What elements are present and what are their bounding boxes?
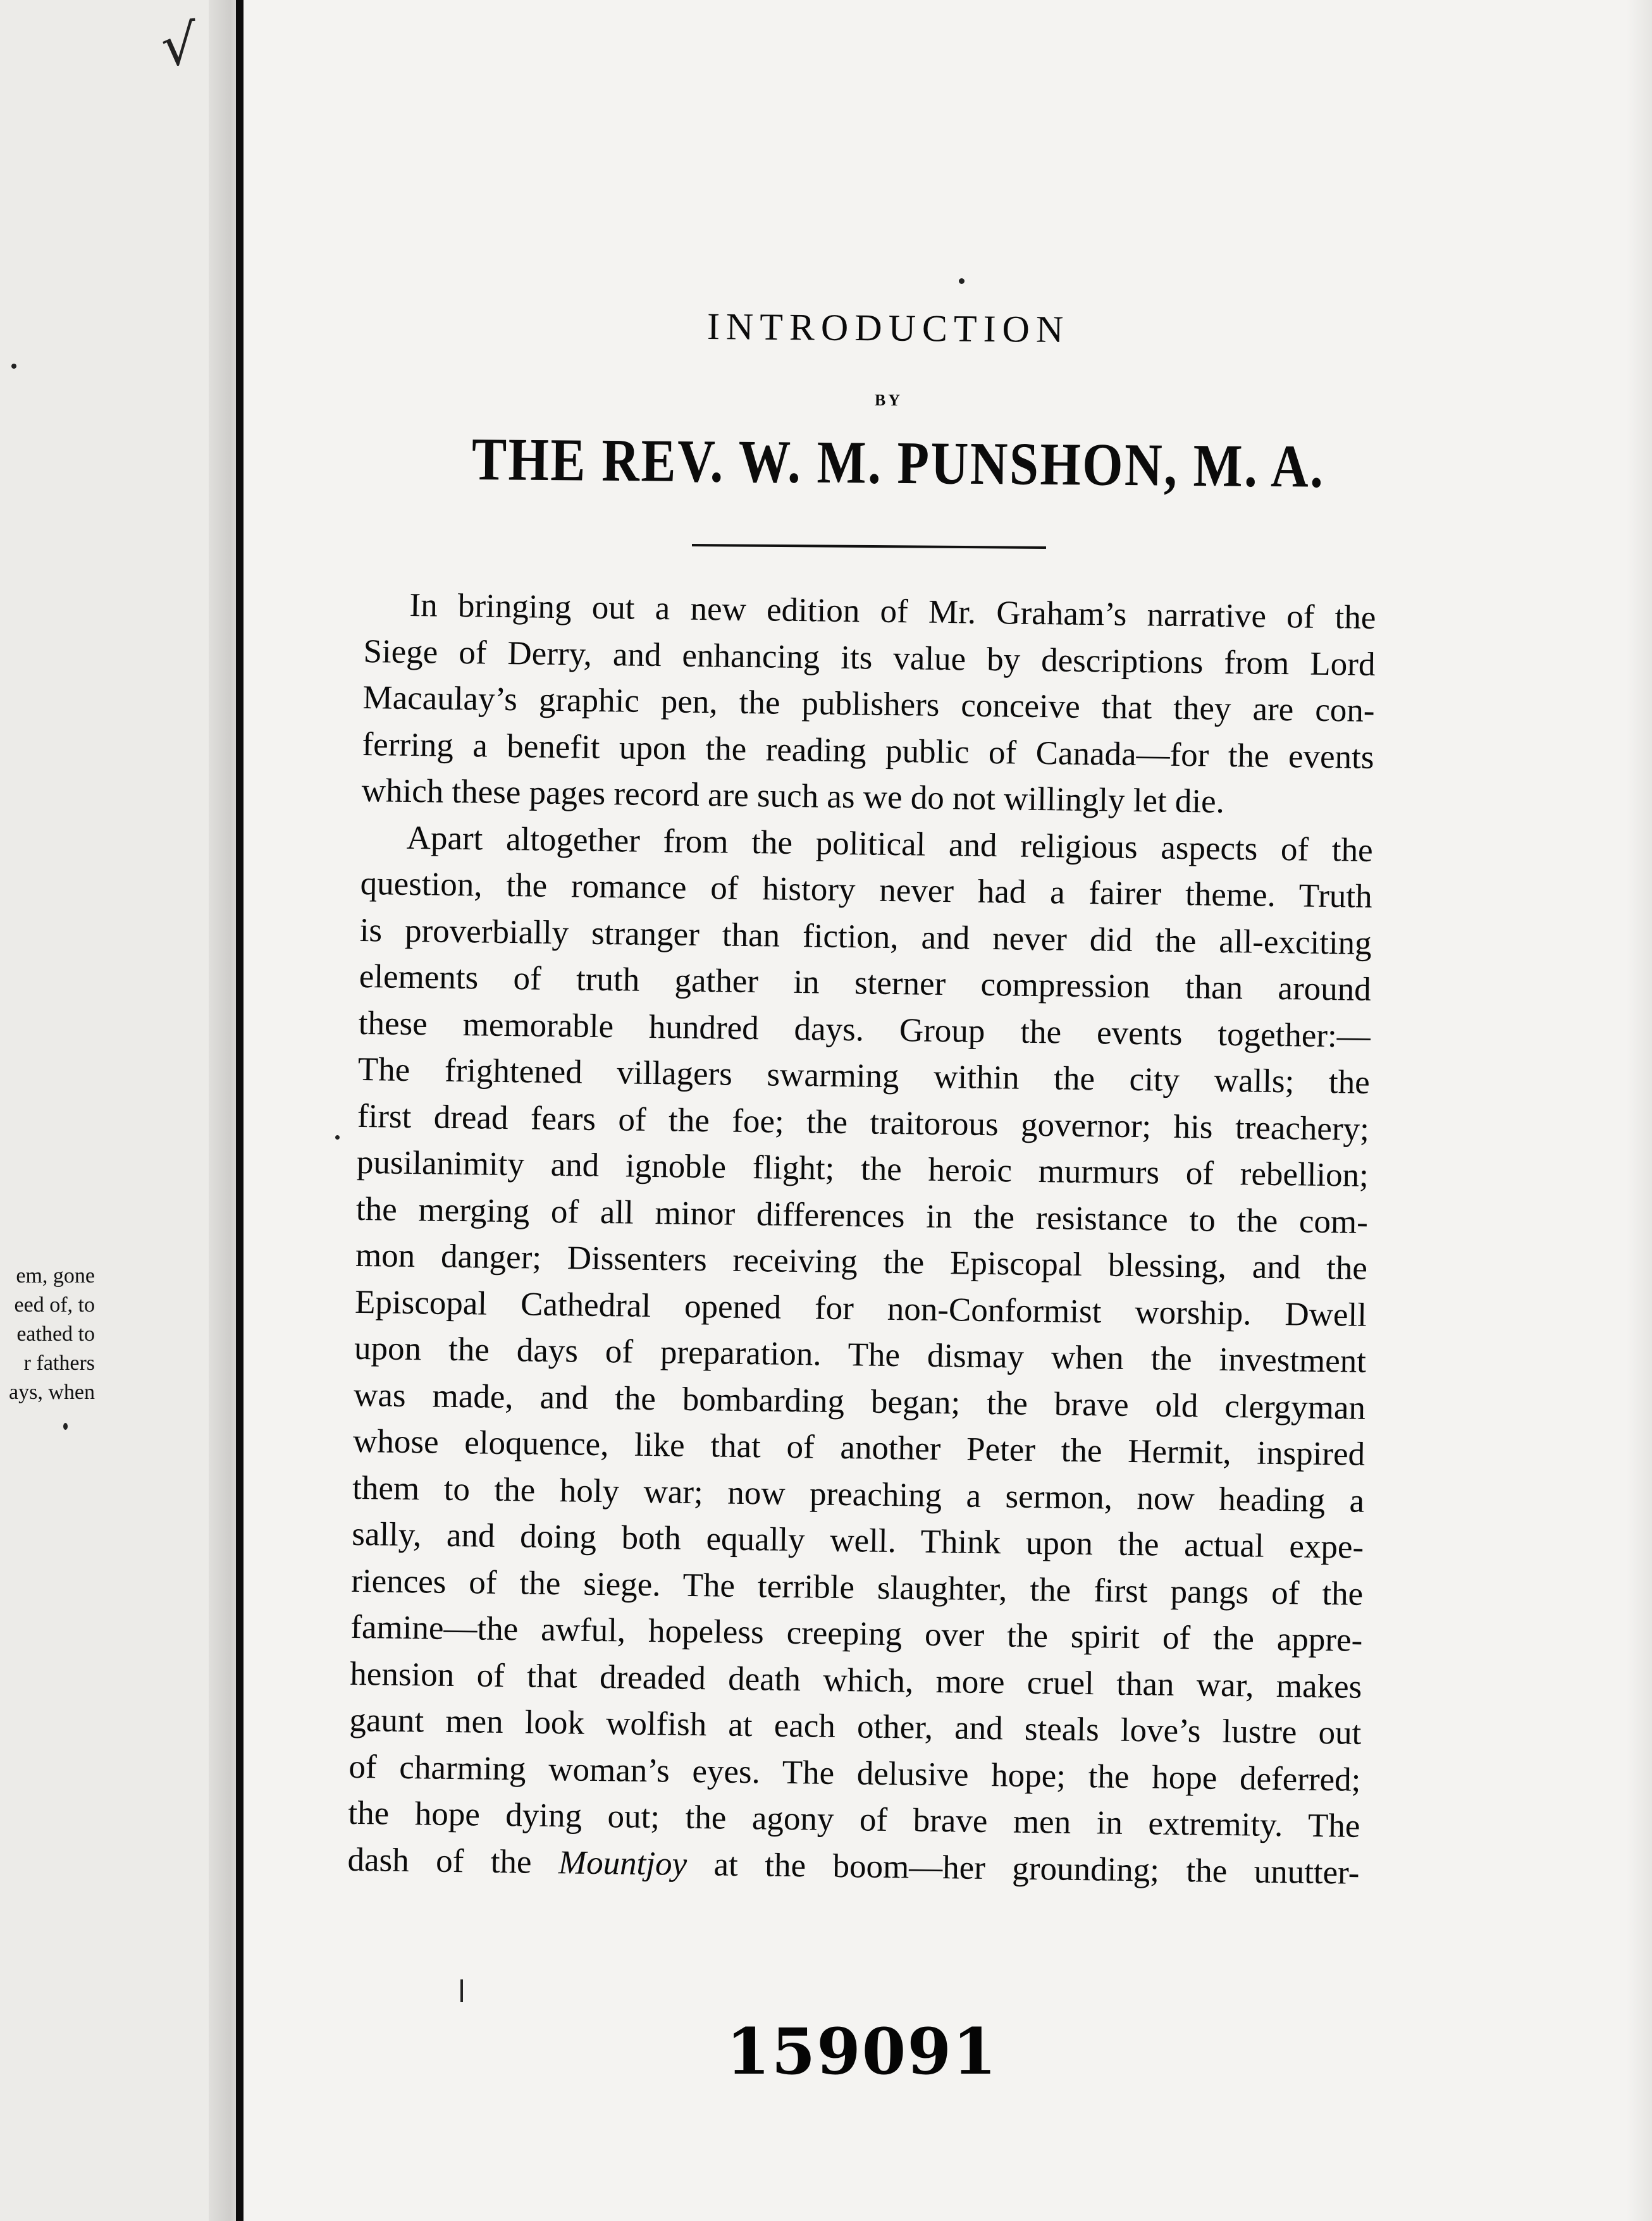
- ink-tick-mark: [460, 1979, 463, 2002]
- text-line: ferring a benefit upon the reading public of Canada—for the events: [362, 725, 1374, 776]
- text-line: famine—the awful, hopeless creeping over the spirit of the appre-: [350, 1608, 1363, 1659]
- ink-speck: [11, 364, 16, 369]
- left-fragment-line: ays, when: [9, 1381, 95, 1404]
- ink-speck: [959, 278, 965, 284]
- final-line-end: at the boom—her grounding; the unutter-: [686, 1845, 1360, 1892]
- accession-number-stamp: 159091: [726, 2014, 998, 2089]
- paragraph-2: [347, 814, 1373, 1896]
- text-line: elements of truth gather in sterner compression than around: [359, 957, 1372, 1008]
- left-fragment-line: eathed to: [16, 1322, 95, 1346]
- text-line: pusilanimity and ignoble flight; the heroic murmurs of rebellion;: [356, 1143, 1369, 1194]
- text-line: In bringing out a new edition of Mr. Graham’s narrative of the: [409, 586, 1376, 636]
- text-line: sally, and doing both equally well. Think upon the actual expe-: [351, 1515, 1364, 1566]
- text-line: The frightened villagers swarming within the city walls; the: [357, 1050, 1371, 1101]
- text-line: question, the romance of history never had a fairer theme. Truth: [360, 864, 1372, 915]
- right-page-edge: [1627, 0, 1652, 2221]
- text-line: is proverbially stranger than fiction, and never did the all-exciting: [359, 911, 1372, 962]
- text-line: Macaulay’s graphic pen, the publishers conceive that they are con-: [362, 679, 1375, 729]
- text-line: which these pages record are such as we do not willingly let die.: [361, 772, 1225, 820]
- text-line: these memorable hundred days. Group the events together:—: [358, 1004, 1371, 1055]
- ship-name-italic: Mountjoy: [558, 1843, 687, 1883]
- text-line: them to the holy war; now preaching a sermon, now heading a: [352, 1469, 1365, 1520]
- text-line: the merging of all minor differences in the resistance to the com-: [355, 1190, 1369, 1241]
- left-page-edge: [0, 0, 228, 2221]
- text-line: first dread fears of the foe; the traitorous governor; his treachery;: [357, 1097, 1370, 1148]
- text-line: Episcopal Cathedral opened for non-Conformist worship. Dwell: [354, 1283, 1367, 1334]
- left-page-text-fragments: [0, 1262, 95, 1407]
- margin-mark: √: [159, 11, 199, 79]
- text-line: upon the days of preparation. The dismay when the investment: [354, 1329, 1367, 1380]
- final-line-start: dash of the: [347, 1841, 559, 1881]
- text-line: gaunt men look wolfish at each other, and steals love’s lustre out: [349, 1701, 1362, 1752]
- text-line: hension of that dreaded death which, more cruel than war, makes: [350, 1655, 1362, 1706]
- text-line: mon danger; Dissenters receiving the Episcopal blessing, and the: [355, 1236, 1368, 1287]
- ink-speck: [335, 1135, 340, 1140]
- ink-speck: [63, 1423, 68, 1430]
- text-line: of charming woman’s eyes. The delusive hope; the hope deferred;: [348, 1748, 1361, 1799]
- text-line: the hope dying out; the agony of brave men in extremity. The: [348, 1794, 1360, 1845]
- section-title: INTRODUCTION: [706, 305, 1070, 351]
- introduction-body: [347, 582, 1376, 1897]
- text-line: Siege of Derry, and enhancing its value by descriptions from Lord: [363, 632, 1376, 683]
- text-line: riences of the siege. The terrible slaughter, the first pangs of the: [350, 1562, 1364, 1613]
- left-fragment-line: em, gone: [16, 1264, 95, 1288]
- text-line: Apart altogether from the political and religious aspects of the: [406, 819, 1373, 869]
- text-line: was made, and the bombarding began; the brave old clergyman: [353, 1376, 1366, 1427]
- byline-by: BY: [874, 391, 903, 410]
- left-fragment-line: eed of, to: [14, 1293, 95, 1317]
- paragraph-1: [361, 582, 1376, 827]
- text-line: whose eloquence, like that of another Peter the Hermit, inspired: [352, 1422, 1365, 1473]
- gutter-line: [236, 0, 243, 2221]
- author-heading: THE REV. W. M. PUNSHON, M. A.: [471, 425, 1325, 500]
- left-fragment-line: r fathers: [23, 1351, 95, 1375]
